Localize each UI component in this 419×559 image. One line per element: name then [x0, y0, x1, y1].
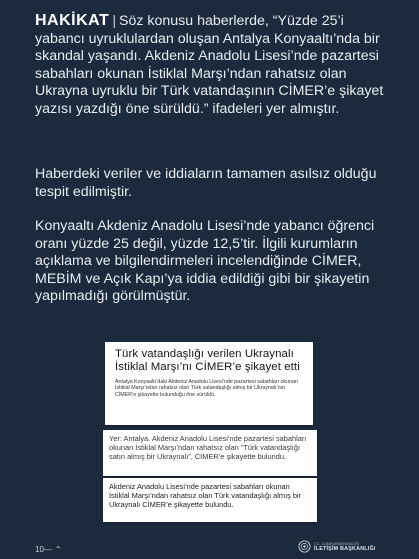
news-clipping-3: [103, 478, 317, 522]
news-clipping-2: [103, 430, 317, 476]
facts-text: Konyaaltı Akdeniz Anadolu Lisesi’nde yabancı öğrenci oranı yüzde 25 değil, yüzde 12,5’tir. İlgili kurumların açıklama ve bilgilendirmeleri incelendiğinde CİMER, MEBİM ve Açık Kapı’ya iddia edildiği gibi bir şikayetin yapılmadığı görülmüştür.: [35, 218, 375, 304]
claim-text: Söz konusu haberlerde, “Yüzde 25’i yabancı uyruklulardan oluşan Antalya Konyaaltı’nda bir skandal yaşandı. Akdeniz Anadolu Lisesi’nde pazartesi sabahları okunan İstiklal Marşı’ndan rahatsız olan Ukrayna uyruklu bir Türk vatandaşının CİMER’e şikayet yazısı yazdığı öne sürüldü.” ifadeleri yer almıştır.: [35, 13, 384, 117]
emblem-icon: [298, 540, 311, 553]
logo-line-2: İLETİŞİM BAŞKANLIĞI: [314, 546, 376, 553]
up-arrow-icon: ⌃: [54, 545, 62, 554]
page-number: [35, 545, 65, 554]
paragraph-claim: [35, 12, 385, 118]
verdict-text: Haberdeki veriler ve iddiaların tamamen asılsız olduğu tespit edilmiştir.: [35, 166, 377, 200]
logo-line-1: T.C. CUMHURBAŞKANLIĞI: [314, 542, 360, 546]
clipping-body: Antalya Konyaaltı’daki Akdeniz Anadolu Lisesi’nde pazartesi sabahları okunan İstiklal Marşı’ndan rahatsız olan Türk vatandaşlığı almış bir Ukraynalı’nın CİMER’e şikayette bulunduğu öne sürüldü.: [115, 379, 298, 398]
paragraph-facts: [35, 218, 385, 306]
page-number-value: 10: [35, 545, 44, 554]
news-clipping-1: [105, 342, 313, 425]
page-number-separator: —: [43, 545, 52, 554]
clipping-3-text: Akdeniz Anadolu Lisesi’nde pazartesi sabahları okunan İstiklal Marşı’ndan rahatsız olan Türk vatandaşlığı almış bir Ukraynalı CİMER’e şikayette bulundu.: [109, 482, 302, 510]
iletisim-baskanligi-logo: [298, 540, 388, 554]
hakikat-label: HAKİKAT: [35, 12, 110, 29]
label-separator: |: [112, 13, 116, 29]
clipping-2-text: Yer: Antalya. Akdeniz Anadolu Lisesi’nde pazartesi sabahları okunan İstiklal Marşı’ndan rahatsız olan “Türk vatandaşlığı satın almış bir Ukraynalı”, CİMER’e şikayette bulundu.: [109, 434, 307, 462]
paragraph-verdict: [35, 166, 385, 201]
clipping-headline: Türk vatandaşlığı verilen Ukraynalı İstiklal Marşı’nı CİMER’e şikayet etti: [115, 348, 300, 373]
